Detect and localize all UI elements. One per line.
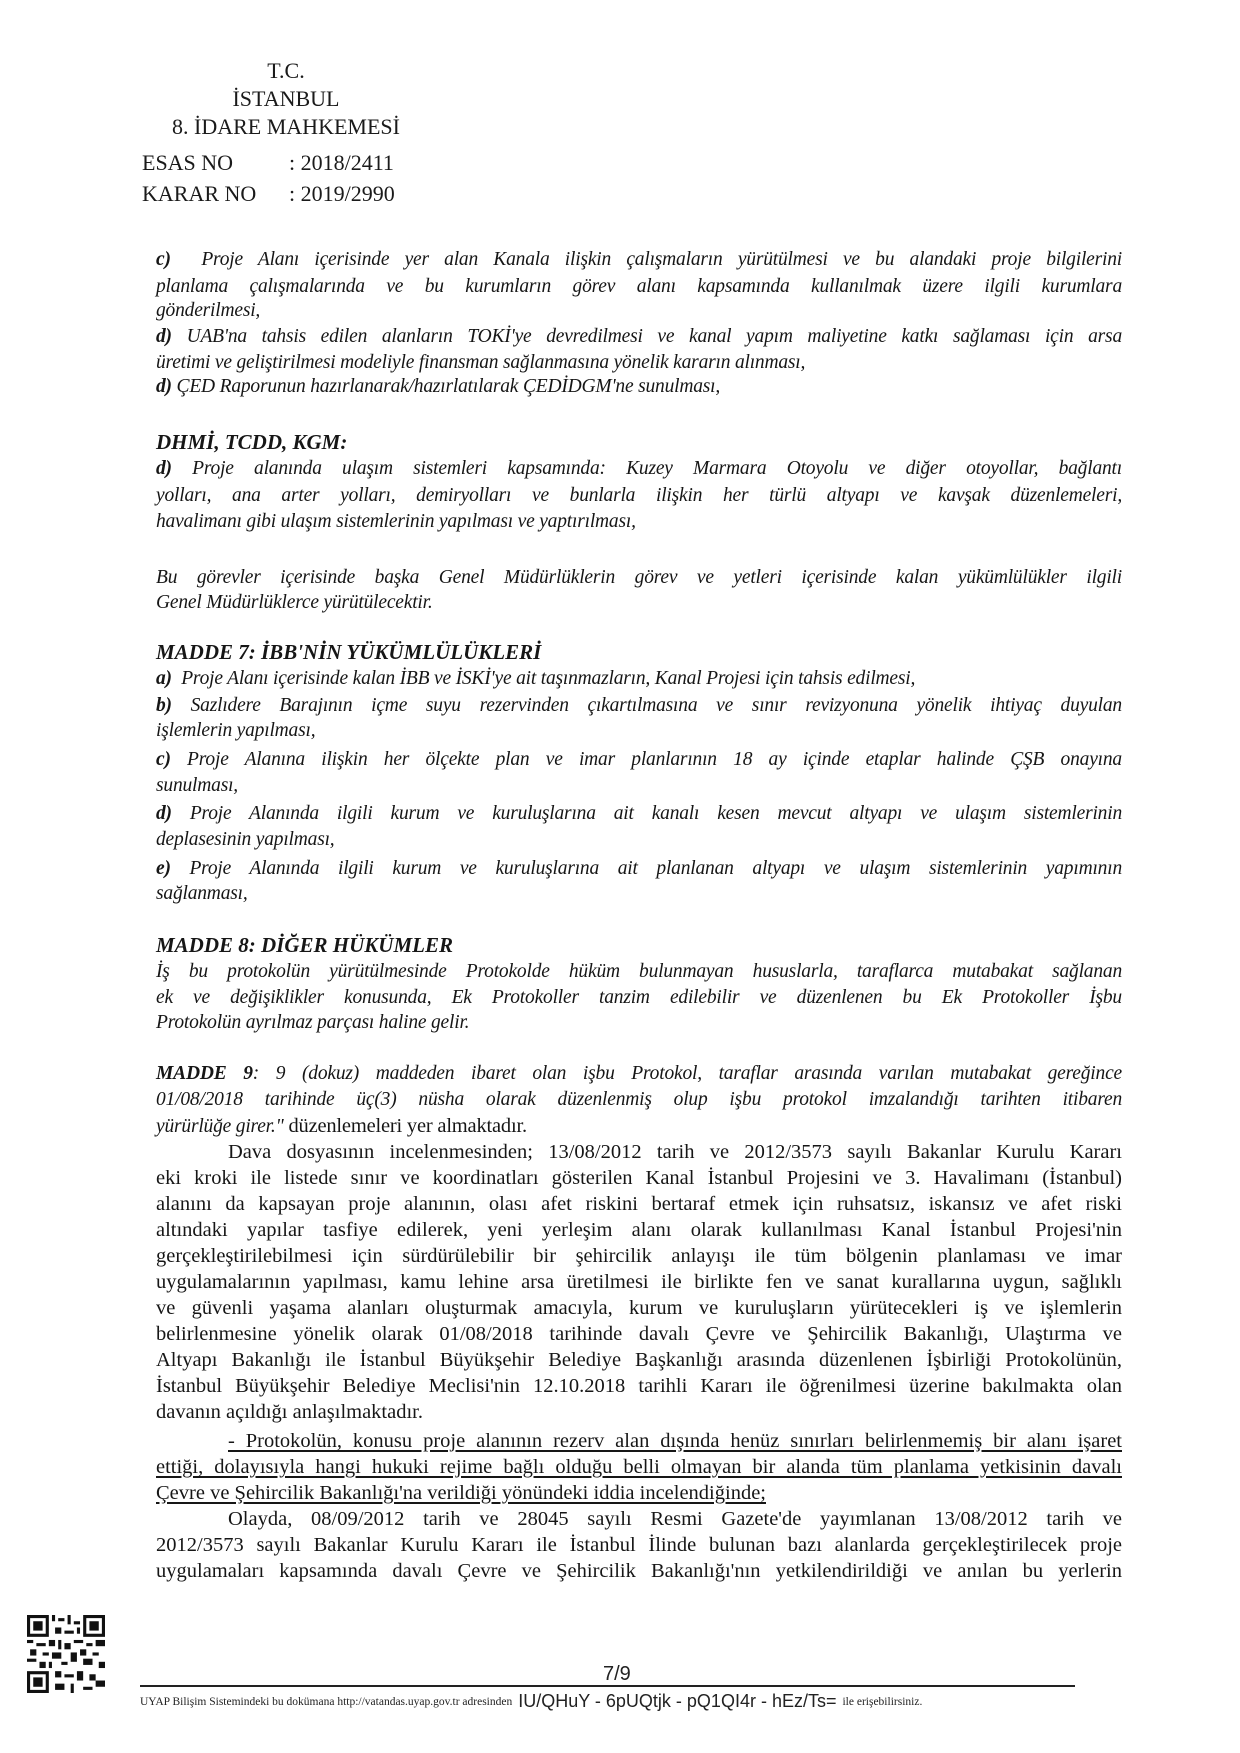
esas-value: : 2018/2411	[289, 150, 394, 175]
footer-divider	[140, 1685, 1075, 1687]
text-line: Protokolün ayrılmaz parçası haline gelir.	[156, 1012, 470, 1033]
text-line: Bu görevler içerisinde başka Genel Müdürlüklerin görev ve yetleri içerisinde kalan yükümlülükler ilgili	[156, 567, 1122, 588]
text-line: Genel Müdürlüklerce yürütülecektir.	[156, 592, 433, 613]
item-label: d)	[156, 326, 172, 347]
item-label: c)	[156, 749, 171, 770]
item-label: d)	[156, 458, 172, 479]
footer-text-end: ile erişebilirsiniz.	[842, 1696, 923, 1708]
text-line: c) Proje Alanı içerisinde yer alan Kanala ilişkin çalışmaların yürütülmesi ve bu alandaki proje bilgilerini	[156, 249, 1122, 270]
text-line: 2012/3573 sayılı Bakanlar Kurulu Kararı ile İstanbul İlinde bulunan bazı alanlarda gerçekleştirilecek proje	[156, 1534, 1122, 1556]
text-line: b) Sazlıdere Barajının içme suyu rezervinden çıkartılmasına ve sınır revizyonuna yönelik ihtiyaç duyulan	[156, 695, 1122, 716]
text-line: üretimi ve geliştirilmesi modeliyle finansman sağlanmasına yönelik kararın alınması,	[156, 352, 806, 373]
item-label: b)	[156, 695, 172, 716]
item-label: e)	[156, 858, 171, 879]
item-label: d)	[156, 803, 172, 824]
footer-text: UYAP Bilişim Sistemindeki bu dokümana http://vatandas.uyap.gov.tr adresinden	[140, 1696, 513, 1708]
item-label: a)	[156, 668, 172, 689]
text-line: Altyapı Bakanlığı ile İstanbul Büyükşehir Belediye Başkanlığı arasında düzenlenen İşbirliği Protokolünün,	[156, 1349, 1122, 1371]
text-line: gerçekleştirilebilmesi için sürdürülebilir bir şehircilik anlayışı ile tüm bölgenin planlaması ve imar	[156, 1245, 1122, 1267]
text-line: d) Proje alanında ulaşım sistemleri kapsamında: Kuzey Marmara Otoyolu ve diğer otoyollar, bağlantı	[156, 458, 1122, 479]
text-line: İş bu protokolün yürütülmesinde Protokolde hüküm bulunmayan hususlarla, taraflarca mutabakat sağlanan	[156, 961, 1122, 982]
qr-code-icon	[27, 1615, 105, 1693]
text-line: uygulamalarının yapılması, kamu lehine arsa üretilmesi ile birlikte fen ve sanat kurallarına uygun, sağlıklı	[156, 1271, 1122, 1293]
text-line: alanını da kapsayan proje alanının, olası afet riskini bertaraf etmek için ruhsatsız, iskansız ve afet riski	[156, 1193, 1122, 1215]
footer-verification	[140, 1691, 1090, 1712]
header-tc: T.C.	[267, 58, 305, 83]
item-label: MADDE 9	[156, 1063, 253, 1084]
text-line: e) Proje Alanında ilgili kurum ve kuruluşlarına ait planlanan altyapı ve ulaşım sistemlerinin yapımının	[156, 858, 1122, 879]
header-city: İSTANBUL	[232, 86, 340, 111]
header-court: 8. İDARE MAHKEMESİ	[172, 114, 400, 139]
section-heading: MADDE 7: İBB'NİN YÜKÜMLÜLÜKLERİ	[156, 640, 542, 664]
text-line: MADDE 9: 9 (dokuz) maddeden ibaret olan işbu Protokol, taraflar arasında varılan mutabakat gereğince	[156, 1063, 1122, 1084]
esas-label: ESAS NO	[142, 150, 234, 175]
text-line: d) ÇED Raporunun hazırlanarak/hazırlatılarak ÇEDİDGM'ne sunulması,	[156, 376, 721, 397]
text-line: Olayda, 08/09/2012 tarih ve 28045 sayılı Resmi Gazete'de yayımlanan 13/08/2012 tarih ve	[228, 1508, 1122, 1530]
text-line: işlemlerin yapılması,	[156, 720, 316, 741]
text-line: davanın açıldığı anlaşılmaktadır.	[156, 1401, 423, 1423]
text-line: İstanbul Büyükşehir Belediye Meclisi'nin 12.10.2018 tarihli Kararı ile öğrenilmesi üzerine bakılmakta olan	[156, 1375, 1122, 1397]
text-line: ve güvenli yaşama alanları oluşturmak amacıyla, kurum ve kuruluşların yürütecekleri iş ve işlemlerin	[156, 1297, 1122, 1319]
text-line: altındaki yapılar tasfiye edilerek, yeni yerleşim alanı olarak kullanılması Kanal İstanbul Projesi'nin	[156, 1219, 1122, 1241]
text-line: gönderilmesi,	[156, 300, 261, 321]
text-line: d) UAB'na tahsis edilen alanların TOKİ'ye devredilmesi ve kanal yapım maliyetine katkı sağlaması için arsa	[156, 326, 1122, 347]
text-line: deplasesinin yapılması,	[156, 829, 335, 850]
text-line: uygulamaları kapsamında davalı Çevre ve Şehircilik Bakanlığı'nın yetkilendirildiği ve anılan bu yerlerin	[156, 1560, 1122, 1582]
text-line: 01/08/2018 tarihinde üç(3) nüsha olarak düzenlenmiş olup işbu protokol imzalandığı tarihten itibaren	[156, 1089, 1122, 1110]
access-code: IU/QHuY - 6pUQtjk - pQ1QI4r - hEz/Ts=	[518, 1691, 837, 1711]
text-line: yolları, ana arter yolları, demiryolları ve bunlarla ilişkin her türlü altyapı ve kavşak düzenlemeleri,	[156, 485, 1122, 506]
text-line: - Protokolün, konusu proje alanının rezerv alan dışında henüz sınırları belirlenmemiş bir alanı işaret	[228, 1430, 1122, 1452]
text-line: Dava dosyasının incelenmesinden; 13/08/2012 tarih ve 2012/3573 sayılı Bakanlar Kurulu Kararı	[228, 1141, 1122, 1163]
text-line: d) Proje Alanında ilgili kurum ve kuruluşlarına ait kanalı kesen mevcut altyapı ve ulaşım sistemlerinin	[156, 803, 1122, 824]
text-line: yürürlüğe girer." düzenlemeleri yer almaktadır.	[156, 1115, 527, 1137]
text-line: eki kroki ile listede sınır ve koordinatları gösterilen Kanal İstanbul Projesini ve 3. Havalimanı (İstanbul)	[156, 1167, 1122, 1189]
text-line: belirlenmesine yönelik olarak 01/08/2018 tarihinde davalı Çevre ve Şehircilik Bakanlığı, Ulaştırma ve	[156, 1323, 1122, 1345]
text-line: ettiği, dolayısıyla hangi hukuki rejime bağlı olduğu belli olmayan bir alanda tüm planlama yetkisinin davalı	[156, 1456, 1122, 1478]
item-label: c)	[156, 249, 171, 270]
page-number: 7/9	[603, 1663, 631, 1685]
item-label: d)	[156, 376, 172, 397]
section-heading: DHMİ, TCDD, KGM:	[156, 430, 348, 454]
section-heading: MADDE 8: DİĞER HÜKÜMLER	[156, 933, 453, 957]
karar-value: : 2019/2990	[289, 181, 395, 206]
text-line: a) Proje Alanı içerisinde kalan İBB ve İSKİ'ye ait taşınmazların, Kanal Projesi için tahsis edilmesi,	[156, 668, 916, 689]
text-line: c) Proje Alanına ilişkin her ölçekte plan ve imar planlarının 18 ay içinde etaplar halinde ÇŞB onayına	[156, 749, 1122, 770]
text-line: Çevre ve Şehircilik Bakanlığı'na verildiği yönündeki iddia incelendiğinde;	[156, 1482, 766, 1504]
text-line: havalimanı gibi ulaşım sistemlerinin yapılması ve yaptırılması,	[156, 511, 636, 532]
text-line: ek ve değişiklikler konusunda, Ek Protokoller tanzim edilebilir ve düzenlenen bu Ek Protokoller İşbu	[156, 987, 1122, 1008]
text-line: planlama çalışmalarında ve bu kurumların görev alanı kapsamında kullanılmak üzere ilgili kurumlara	[156, 276, 1122, 297]
karar-label: KARAR NO	[142, 181, 257, 206]
text-line: sunulması,	[156, 775, 238, 796]
text-line: sağlanması,	[156, 883, 248, 904]
